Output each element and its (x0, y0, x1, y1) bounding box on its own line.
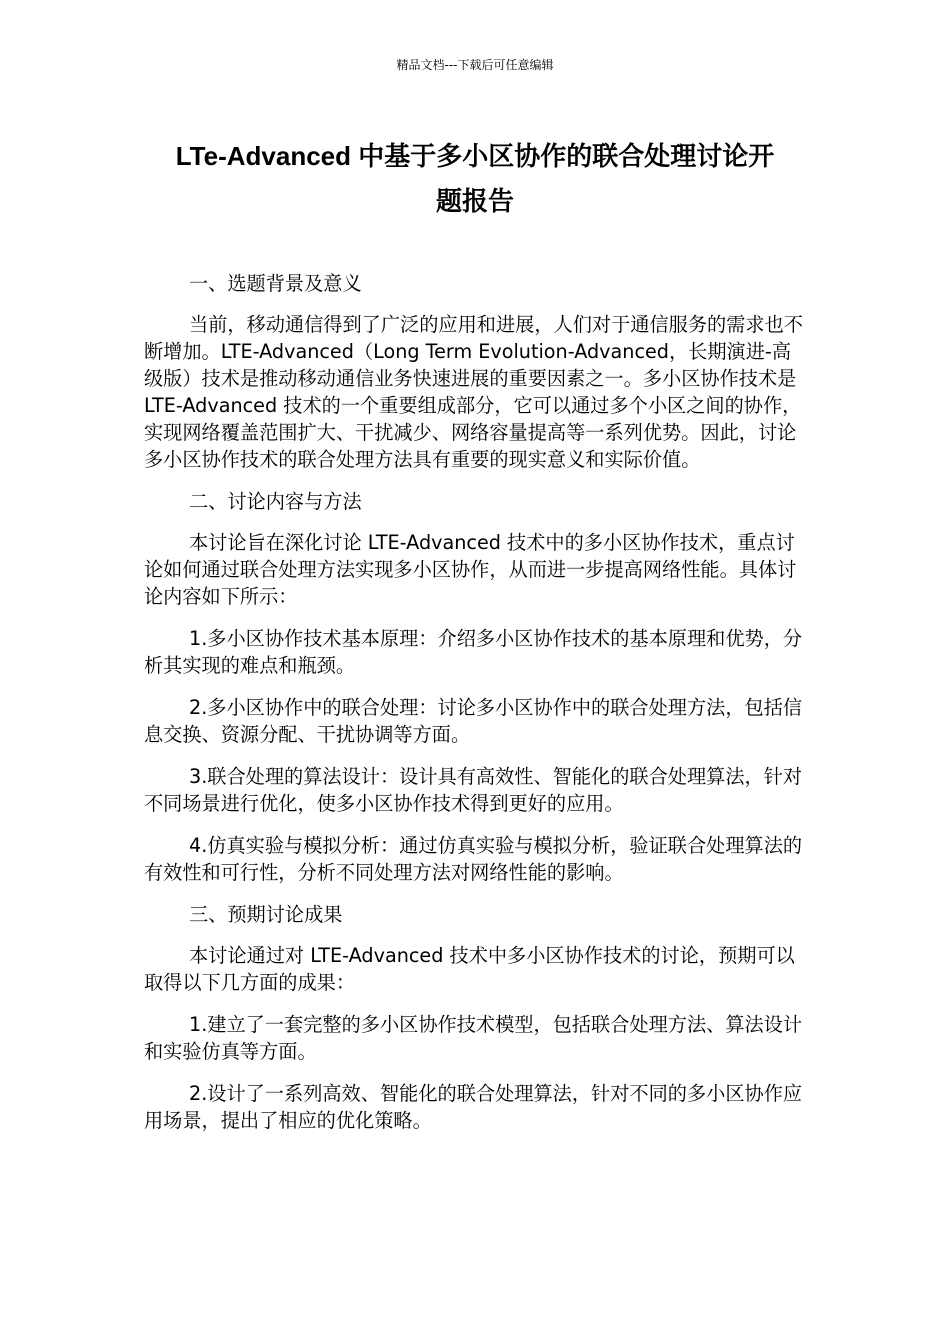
title-line-2: 题报告 (435, 186, 514, 216)
document-body (144, 270, 808, 1149)
page-header-note: 精品文档---下载后可任意编辑 (396, 58, 554, 72)
document-title (140, 134, 810, 224)
section-heading-background: 一、选题背景及意义 (189, 272, 362, 295)
list-item-algorithm-design: 3.联合处理的算法设计：设计具有高效性、智能化的联合处理算法，针对不同场景进行优化，使多小区协作技术得到更好的应用。 (144, 765, 803, 815)
paragraph-content-intro: 本讨论旨在深化讨论 LTE-Advanced 技术中的多小区协作技术，重点讨论如何通过联合处理方法实现多小区协作，从而进一步提高网络性能。具体讨论内容如下所示： (144, 531, 797, 608)
title-line-1: LTe-Advanced 中基于多小区协作的联合处理讨论开 (175, 141, 775, 171)
list-item-joint-processing: 2.多小区协作中的联合处理：讨论多小区协作中的联合处理方法，包括信息交换、资源分配、干扰协调等方面。 (144, 696, 803, 746)
list-item-principle: 1.多小区协作技术基本原理：介绍多小区协作技术的基本原理和优势，分析其实现的难点和瓶颈。 (144, 627, 803, 677)
list-item-simulation: 4.仿真实验与模拟分析：通过仿真实验与模拟分析，验证联合处理算法的有效性和可行性，分析不同处理方法对网络性能的影响。 (144, 834, 803, 884)
list-item-model: 1.建立了一套完整的多小区协作技术模型，包括联合处理方法、算法设计和实验仿真等方面。 (144, 1013, 803, 1063)
paragraph-background: 当前，移动通信得到了广泛的应用和进展，人们对于通信服务的需求也不断增加。LTE-Advanced（Long Term Evolution-Advanced，长期演进-高级版）技术是推动移动通信业务快速进展的重要因素之一。多小区协作技术是 LTE-Advanced 技术的一个重要组成部分，它可以通过多个小区之间的协作，实现网络覆盖范围扩大、干扰减少、网络容量提高等一系列优势。因此，讨论多小区协作技术的联合处理方法具有重要的现实意义和实际价值。 (144, 313, 803, 471)
section-heading-expected-results: 三、预期讨论成果 (189, 903, 343, 926)
paragraph-results-intro: 本讨论通过对 LTE-Advanced 技术中多小区协作技术的讨论，预期可以取得以下几方面的成果： (144, 944, 795, 994)
list-item-algorithms: 2.设计了一系列高效、智能化的联合处理算法，针对不同的多小区协作应用场景，提出了相应的优化策略。 (144, 1082, 803, 1132)
section-heading-content-method: 二、讨论内容与方法 (189, 490, 362, 513)
